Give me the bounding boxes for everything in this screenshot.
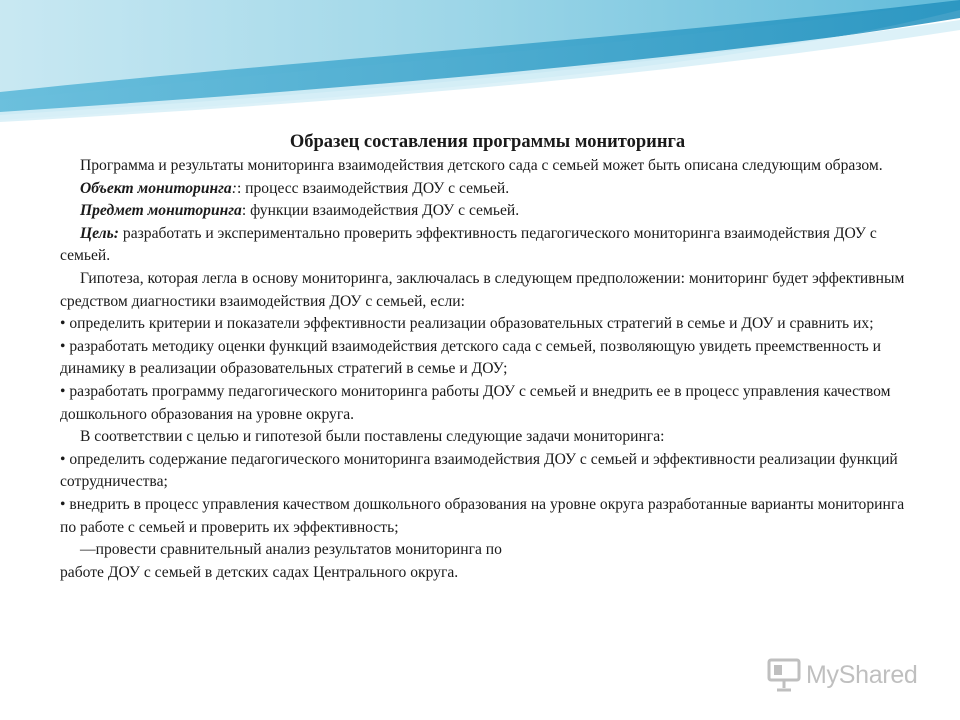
goal-label: Цель [80, 224, 114, 242]
hypothesis-item: • разработать методику оценки функций взаимодействия детского сада с семьей, позволяющую увидеть преемственность и динамику в реализации образовательных стратегий в семье и ДОУ; [60, 336, 905, 381]
object-colon: : [231, 179, 237, 197]
object-label: Объект мониторинга [80, 179, 232, 197]
goal-colon: : [113, 224, 119, 242]
task-item: • определить содержание педагогического мониторинга взаимодействия ДОУ с семьей и эффективности реализации функций сотрудничества; [60, 449, 905, 494]
object-text: : процесс взаимодействия ДОУ с семьей. [236, 179, 510, 197]
hypothesis-paragraph: Гипотеза, которая легла в основу мониторинга, заключалась в следующем предположении: мониторинг будет эффективным средством диагностики взаимодействия ДОУ с семьей, если: [60, 269, 905, 310]
tasks-intro: В соответствии с целью и гипотезой были поставлены следующие задачи мониторинга: [80, 428, 665, 446]
goal-text: разработать и экспериментально проверить эффективность педагогического мониторинга взаимодействия ДОУ с семьей. [60, 224, 877, 265]
subject-text: : функции взаимодействия ДОУ с семьей. [241, 202, 520, 220]
slide-title: Образец составления программы мониторинга [289, 132, 686, 152]
task-item: • внедрить в процесс управления качеством дошкольного образования на уровне округа разработанные варианты мониторинга по работе с семьей и проверить их эффективность; [60, 494, 905, 539]
intro-paragraph: Программа и результаты мониторинга взаимодействия детского сада с семьей может быть описана следующим образом. [80, 157, 883, 174]
subject-label: Предмет мониторинга [80, 202, 242, 220]
final-item-line1: —провести сравнительный анализ результатов мониторинга по [80, 541, 502, 559]
header-wave-decoration [0, 0, 960, 150]
slide-body [60, 129, 905, 584]
subject-line [60, 200, 905, 223]
goal-line [60, 223, 905, 268]
hypothesis-item: • определить критерии и показатели эффективности реализации образовательных стратегий в семье и ДОУ и сравнить их; [60, 313, 905, 336]
myshared-watermark [766, 654, 926, 696]
object-line [60, 178, 905, 201]
hypothesis-item: • разработать программу педагогического мониторинга работы ДОУ с семьей и внедрить ее в процесс управления качеством дошкольного образования на уровне округа. [60, 381, 905, 426]
presentation-screen-icon [766, 657, 802, 693]
watermark-text: MyShared [806, 660, 918, 689]
final-item-line2: работе ДОУ с семьей в детских садах Центрального округа. [60, 563, 459, 581]
